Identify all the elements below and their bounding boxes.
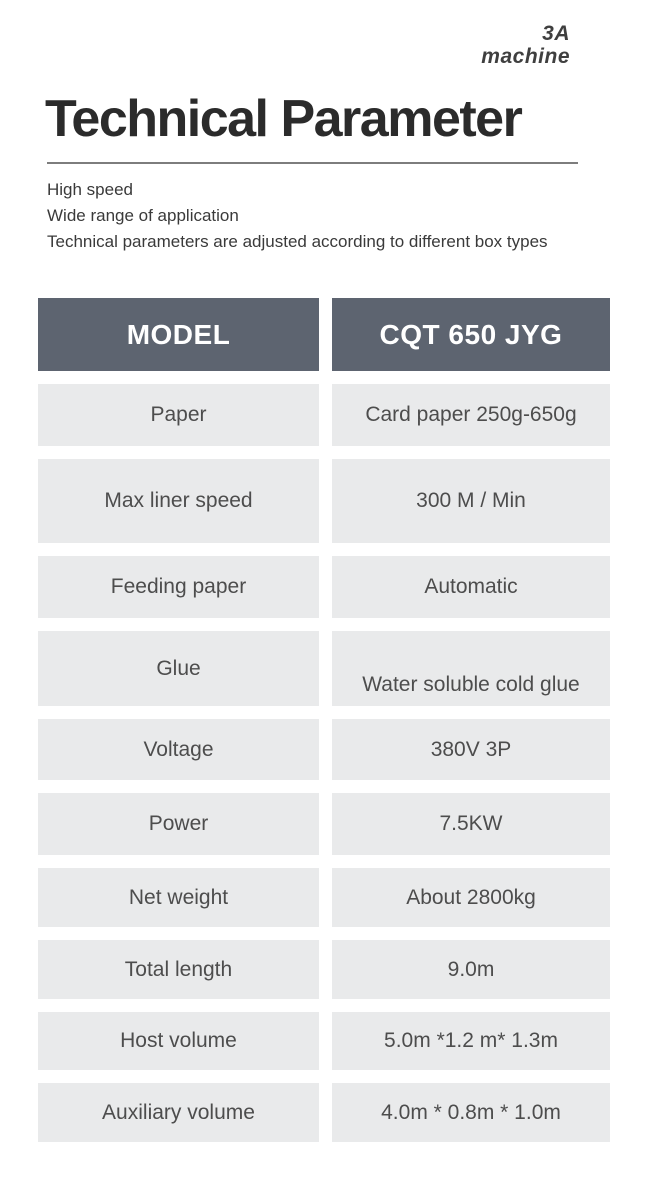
- param-label-glue: Glue: [38, 631, 319, 706]
- table-header-model-value: CQT 650 JYG: [332, 298, 610, 371]
- brand-line-2: machine: [481, 45, 570, 68]
- brand-line-1: 3A: [542, 22, 570, 45]
- param-value-paper: Card paper 250g-650g: [332, 384, 610, 446]
- param-label-feeding-paper: Feeding paper: [38, 556, 319, 618]
- param-label-voltage: Voltage: [38, 719, 319, 780]
- subtitle-block: [47, 177, 548, 255]
- param-label-host-volume: Host volume: [38, 1012, 319, 1070]
- param-value-host-volume: 5.0m *1.2 m* 1.3m: [332, 1012, 610, 1070]
- spec-table: [38, 298, 610, 1142]
- subtitle-line: Technical parameters are adjusted according to different box types: [47, 232, 548, 251]
- page-title: Technical Parameter: [45, 90, 522, 148]
- param-label-total-length: Total length: [38, 940, 319, 999]
- subtitle-line: Wide range of application: [47, 206, 239, 225]
- brand-logo: [481, 22, 570, 68]
- param-value-feeding-paper: Automatic: [332, 556, 610, 618]
- param-label-paper: Paper: [38, 384, 319, 446]
- param-value-power: 7.5KW: [332, 793, 610, 855]
- param-value-voltage: 380V 3P: [332, 719, 610, 780]
- param-label-net-weight: Net weight: [38, 868, 319, 927]
- param-value-max-liner-speed: 300 M / Min: [332, 459, 610, 543]
- subtitle-line: High speed: [47, 180, 134, 199]
- param-label-auxiliary-volume: Auxiliary volume: [38, 1083, 319, 1142]
- table-header-model: MODEL: [38, 298, 319, 371]
- param-label-power: Power: [38, 793, 319, 855]
- param-value-glue: Water soluble cold glue: [332, 631, 610, 706]
- param-value-total-length: 9.0m: [332, 940, 610, 999]
- title-underline: [47, 162, 578, 164]
- param-value-auxiliary-volume: 4.0m * 0.8m * 1.0m: [332, 1083, 610, 1142]
- param-value-net-weight: About 2800kg: [332, 868, 610, 927]
- param-label-max-liner-speed: Max liner speed: [38, 459, 319, 543]
